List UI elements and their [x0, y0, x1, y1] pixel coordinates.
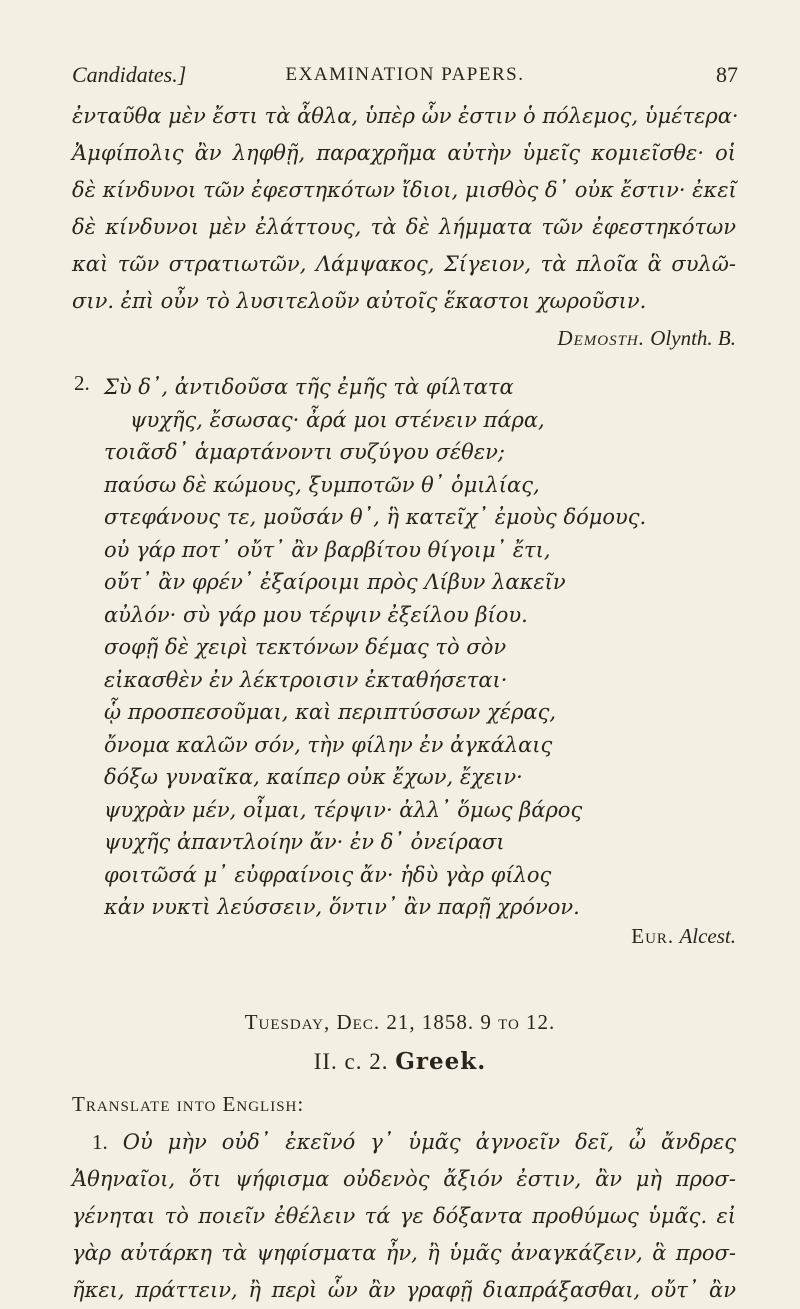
- passage-line: ῆκει, πράττειν, ἢ περὶ ὧν ἂν γραφῇ διαπράξασθαι, οὔτ᾽ ἂν: [72, 1278, 736, 1302]
- verse-line: παύσω δὲ κώμους, ξυμποτῶν θ᾽ ὁμιλίας,: [104, 472, 540, 497]
- verse-line: οὐ γάρ ποτ᾽ οὔτ᾽ ἂν βαρβίτου θίγοιμ᾽ ἔτι,: [104, 537, 551, 562]
- passage-demosthenes: [72, 98, 739, 357]
- citation-work: Alcest.: [679, 924, 736, 948]
- passage-line: ἐνταῦθα μὲν ἔστι τὰ ἆθλα, ὑπὲρ ὧν ἐστιν ὁ πόλεμος, ὑμέτερα·: [72, 104, 739, 128]
- section-subject: Greek.: [395, 1048, 487, 1075]
- passage-euripides: [74, 371, 736, 924]
- passage-line: δὲ κίνδυνοι τῶν ἐφεστηκότων ἴδιοι, μισθὸς δ᾽ οὐκ ἔστιν· ἐκεῖ: [72, 178, 737, 202]
- citation-2: [72, 924, 736, 949]
- exam-section-heading: [0, 1048, 800, 1075]
- verse-line: οὔτ᾽ ἂν φρέν᾽ ἐξαίροιμι πρὸς Λίβυν λακεῖν: [104, 570, 566, 594]
- verse-line: ψυχῆς, ἔσωσας· ἆρά μοι στένειν πάρα,: [130, 407, 545, 432]
- verse-line: Σὺ δ᾽, ἀντιδοῦσα τῆς ἐμῆς τὰ φίλτατα: [104, 375, 514, 399]
- passage-line: δὲ κίνδυνοι μὲν ἐλάττους, τὰ δὲ λήμματα τῶν ἐφεστηκότων: [72, 215, 736, 239]
- passage-line: γὰρ αὐτάρκη τὰ ψηφίσματα ἦν, ἢ ὑμᾶς ἀναγκάζειν, ἃ προσ-: [72, 1241, 736, 1265]
- citation-author: Eur.: [631, 924, 675, 948]
- verse-line: αὐλόν· σὺ γάρ μου τέρψιν ἐξείλου βίου.: [104, 602, 528, 627]
- passage-line: γένηται τὸ ποιεῖν ἐθέλειν τά γε δόξαντα προθύμως ὑμᾶς. εἰ: [72, 1204, 736, 1228]
- paragraph-number: 1.: [92, 1130, 108, 1154]
- verse-line: ψυχῆς ἀπαντλοίην ἄν· ἐν δ᾽ ὀνείρασι: [104, 830, 505, 854]
- exam-date: Tuesday, Dec. 21, 1858. 9 to 12.: [244, 1010, 556, 1034]
- citation-author: Demosth.: [557, 326, 646, 350]
- header-section-title: Candidates.]: [72, 62, 187, 87]
- running-header: [72, 62, 738, 92]
- header-title: EXAMINATION PAPERS.: [285, 64, 525, 85]
- verse-line: ὄνομα καλῶν σόν, τὴν φίλην ἐν ἀγκάλαις: [104, 732, 553, 757]
- verse-line: τοιᾶσδ᾽ ἁμαρτάνοντι συζύγου σέθεν;: [104, 440, 505, 464]
- verse-line: κἀν νυκτὶ λεύσσειν, ὅντιν᾽ ἂν παρῇ χρόνον.: [104, 895, 580, 919]
- verse-line: ᾧ προσπεσοῦμαι, καὶ περιπτύσσων χέρας,: [104, 700, 557, 724]
- verse-line: ψυχρὰν μέν, οἶμαι, τέρψιν· ἀλλ᾽ ὅμως βάρος: [104, 797, 583, 822]
- citation: [72, 320, 736, 357]
- passage-translate: [72, 1124, 736, 1309]
- passage-line: Ἀθηναῖοι, ὅτι ψήφισμα οὐδενὸς ἄξιόν ἐστιν, ἂν μὴ προσ-: [72, 1167, 736, 1191]
- instruction: Translate into English:: [72, 1092, 305, 1116]
- verse-line: σοφῇ δὲ χειρὶ τεκτόνων δέμας τὸ σὸν: [104, 635, 507, 659]
- verse-line: εἰκασθὲν ἐν λέκτροισιν ἐκταθήσεται·: [104, 667, 508, 692]
- verse-line: φοιτῶσά μ᾽ εὐφραίνοις ἄν· ἡδὺ γὰρ φίλος: [104, 862, 552, 887]
- citation-work: Olynth. B.: [650, 326, 736, 350]
- section-number: II. c. 2.: [313, 1049, 389, 1074]
- verse-line: στεφάνους τε, μοῦσάν θ᾽, ἣ κατεῖχ᾽ ἐμοὺς δόμους.: [104, 505, 647, 529]
- page-number: 87: [716, 62, 738, 87]
- passage-number: 2.: [74, 371, 90, 395]
- passage-line: καὶ τῶν στρατιωτῶν, Λάμψακος, Σίγειον, τὰ πλοῖα ἃ συλῶ-: [72, 252, 736, 276]
- passage-line: [72, 1124, 736, 1161]
- passage-line: Ἀμφίπολις ἂν ληφθῇ, παραχρῆμα αὐτὴν ὑμεῖς κομιεῖσθε· οἱ: [72, 141, 736, 165]
- passage-line-text: Οὐ μὴν οὐδ᾽ ἐκεῖνό γ᾽ ὑμᾶς ἀγνοεῖν δεῖ, ὦ ἄνδρες: [122, 1130, 736, 1154]
- verse-line: δόξω γυναῖκα, καίπερ οὐκ ἔχων, ἔχειν·: [104, 765, 523, 789]
- passage-line: σιν. ἐπὶ οὖν τὸ λυσιτελοῦν αὐτοῖς ἕκαστοι χωροῦσιν.: [72, 289, 647, 313]
